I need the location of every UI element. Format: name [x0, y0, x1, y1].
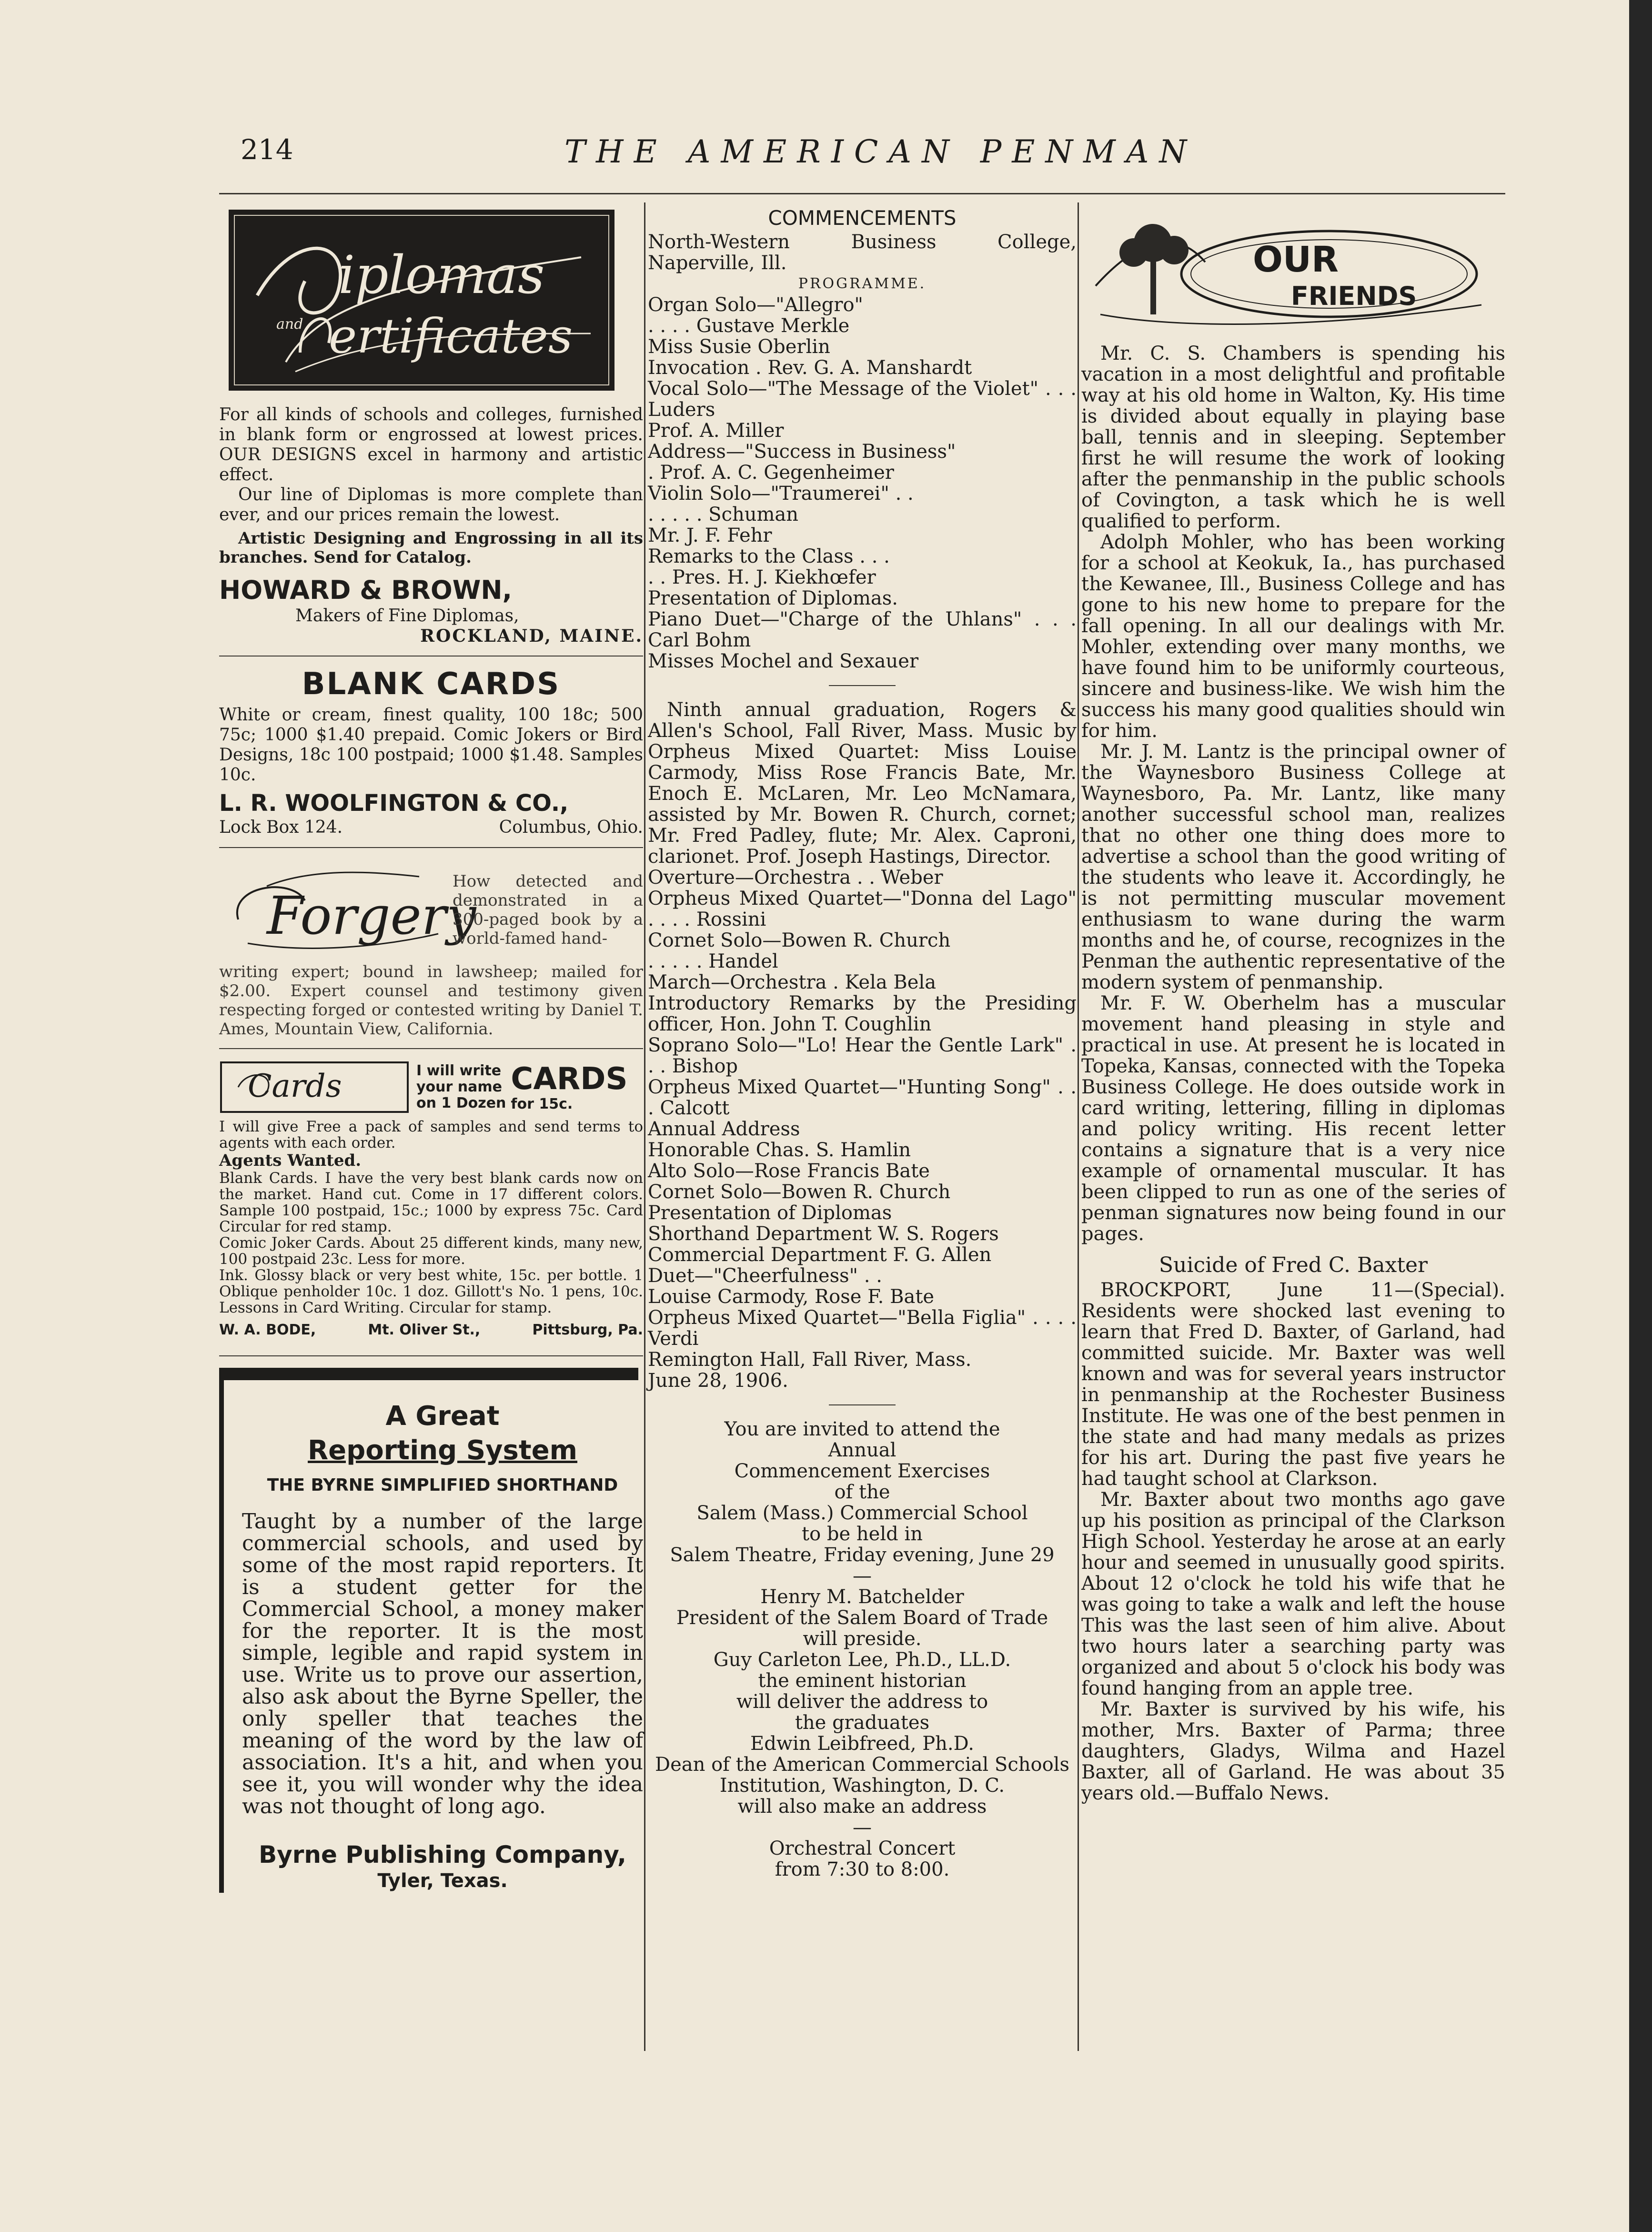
journal-title: THE AMERICAN PENMAN	[564, 133, 1198, 170]
column-divider-1	[644, 202, 645, 2051]
our-friends-logo	[1081, 210, 1505, 343]
forgery-text-b: writing expert; bound in lawsheep; mailed for $2.00. Expert counsel and testimony given respecting forged or contested writing by Daniel T. Ames, Mountain View, California.	[219, 962, 643, 1039]
blank-cards-address	[219, 818, 643, 838]
suicide-heading: Suicide of Fred C. Baxter	[1158, 1253, 1428, 1277]
program-line: June 28, 1906.	[648, 1370, 788, 1392]
section-divider	[829, 685, 896, 686]
svg-text:OUR: OUR	[1253, 239, 1339, 280]
invitation-line: to be held in	[802, 1523, 923, 1545]
cards-agents: Agents Wanted.	[219, 1151, 362, 1170]
forgery-advertisement	[219, 858, 643, 1039]
program-line: Mr. J. F. Fehr	[648, 525, 772, 546]
program-line: Cornet Solo—Bowen R. Church	[648, 929, 951, 951]
diplomas-makers: Makers of Fine Diplomas,	[295, 606, 519, 626]
invitation-line: will also make an address	[737, 1796, 987, 1818]
program-line: Invocation . Rev. G. A. Manshardt	[648, 357, 972, 379]
northwestern-program	[648, 294, 1077, 672]
program-line: Presentation of Diplomas	[648, 1202, 892, 1224]
column-divider-2	[1078, 202, 1079, 2051]
svg-text:iplomas: iplomas	[338, 244, 545, 305]
salem-invitation	[648, 1419, 1077, 1880]
program-line: Annual Address	[648, 1118, 800, 1140]
program-line: Piano Duet—"Charge of the Uhlans" . . . Carl Bohm	[648, 608, 1077, 651]
invitation-line: Edwin Leibfreed, Ph.D.	[750, 1733, 974, 1755]
forgery-text-a: How detected and demonstrated in a 300-paged book by a world-famed hand-	[453, 872, 643, 948]
program-line: Orpheus Mixed Quartet—"Donna del Lago" . . . . Rossini	[648, 888, 1077, 930]
program-line: Prof. A. Miller	[648, 420, 784, 442]
blank-cards-text: White or cream, finest quality, 100 18c; 500 75c; 1000 $1.40 prepaid. Comic Jokers or Bird Designs, 18c 100 postpaid; 1000 $1.48. Samples 10c.	[219, 705, 643, 785]
cards-signature	[219, 1322, 643, 1338]
program-line: March—Orchestra . Kela Bela	[648, 971, 937, 993]
page-number: 214	[241, 133, 293, 166]
cards-line-2: your name	[416, 1079, 502, 1095]
program-line: Presentation of Diplomas.	[648, 587, 898, 609]
northwestern-school: North-Western Business College, Naperville, Ill.	[648, 231, 1077, 274]
cards-ink: Ink. Glossy black or very best white, 15c. per bottle. 1 Oblique penholder 10c. 1 doz. Gillott's No. 1 pens, 10c. Lessons in Card Writing. Circular for stamp.	[219, 1267, 643, 1316]
invitation-line: will preside.	[803, 1628, 922, 1650]
program-line: Remarks to the Class . . .	[648, 545, 890, 567]
program-line: Remington Hall, Fall River, Mass.	[648, 1349, 972, 1371]
svg-text:FRIENDS: FRIENDS	[1291, 281, 1417, 311]
invitation-line: Salem (Mass.) Commercial School	[696, 1502, 1028, 1524]
forgery-logo-image	[219, 858, 476, 962]
invitation-line: Guy Carleton Lee, Ph.D., LL.D.	[713, 1649, 1011, 1671]
invitation-line: from 7:30 to 8:00.	[775, 1858, 950, 1880]
invitation-line: —	[853, 1817, 872, 1838]
rogers-allen-intro: Ninth annual graduation, Rogers & Allen's School, Fall River, Mass. Music by Orpheus Mixed Quartet: Miss Louise Carmody, Miss Rose Francis Bate, Mr. Enoch E. McLaren, Mr. Leo McNamara, assisted by Mr. Bowen R. Church, cornet; Mr. Fred Padley, flute; Mr. Alex. Caproni, clarionet. Prof. Joseph Hastings, Director.	[648, 699, 1077, 868]
invitation-line: Henry M. Batchelder	[760, 1586, 964, 1608]
cards-price: for 15c.	[511, 1095, 573, 1112]
our-friends-logo-image	[1081, 210, 1501, 333]
invitation-line: the graduates	[795, 1712, 930, 1734]
program-line: Overture—Orchestra . . Weber	[648, 867, 943, 889]
header-rule	[219, 193, 1505, 194]
friend-paragraph: Mr. F. W. Oberhelm has a muscular movement hand pleasing in style and practical in use. At present he is located in Topeka, Kansas, connected with the Topeka Business College. He does outside work in card writing, lettering, filling in diplomas and policy writing. His recent letter contains a signature that is a very nice example of ornamental muscular. It has been clipped to run as one of the series of penman signatures now being found in our pages.	[1081, 992, 1505, 1245]
program-line: Louise Carmody, Rose F. Bate	[648, 1286, 935, 1308]
article-paragraph: Mr. Baxter about two months ago gave up his position as principal of the Clarkson High School. Yesterday he arose at an early hour and seemed in unusually good spirits. About 12 o'clock he told his wife that he was going to take a walk and left the house This was the last seen of him alive. About two hours later a searching party was organized and about 5 o'clock his body was found hanging from an apple tree.	[1081, 1489, 1505, 1699]
our-friends-items	[1081, 343, 1505, 1244]
program-line: Orpheus Mixed Quartet—"Hunting Song" . . . Calcott	[648, 1076, 1077, 1119]
program-line: . . . . Gustave Merkle	[648, 315, 850, 337]
friend-paragraph: Mr. C. S. Chambers is spending his vacation in a most delightful and profitable way at his old home in Walton, Ky. His time is divided about equally in playing base ball, tennis and in sleeping. September first he will resume the work of looking after the penmanship in the public schools of Covington, a task which he is well qualified to perform.	[1081, 343, 1505, 532]
cards-offer: I will give Free a pack of samples and send terms to agents with each order.	[219, 1118, 643, 1151]
cards-comic: Comic Joker Cards. About 25 different kinds, many new, 100 postpaid 23c. Less for more.	[219, 1234, 643, 1268]
cards-price-block	[511, 1062, 627, 1112]
blank-cards-heading: BLANK CARDS	[302, 667, 561, 702]
cards-blank: Blank Cards. I have the very best blank cards now on the market. Hand cut. Come in 17 different colors. Sample 100 postpaid, 15c.; 1000 by express 75c. Card Circular for red stamp.	[219, 1170, 643, 1235]
diplomas-logo-image	[229, 210, 614, 391]
program-line: Miss Susie Oberlin	[648, 336, 830, 358]
svg-text:Cards: Cards	[248, 1068, 342, 1104]
cards-offer-lines	[416, 1063, 506, 1111]
program-line: Commercial Department F. G. Allen	[648, 1244, 992, 1266]
invitation-line: Orchestral Concert	[769, 1838, 956, 1859]
invitation-line: Dean of the American Commercial Schools Institution, Washington, D. C.	[655, 1754, 1069, 1797]
separator	[219, 1355, 643, 1356]
programme-label: PROGRAMME.	[798, 275, 927, 292]
commencements-heading: COMMENCEMENTS	[768, 206, 957, 230]
invitation-line: Salem Theatre, Friday evening, June 29	[670, 1544, 1055, 1566]
cards-logo-image	[219, 1059, 410, 1116]
byrne-city: Tyler, Texas.	[377, 1870, 508, 1892]
blank-cards-city: Columbus, Ohio.	[499, 818, 643, 837]
diplomas-text-2: Our line of Diplomas is more complete than ever, and our prices remain the lowest.	[219, 485, 643, 525]
program-line: Address—"Success in Business"	[648, 441, 956, 463]
svg-text:ertificates: ertificates	[329, 308, 573, 364]
diplomas-firm: HOWARD & BROWN,	[219, 575, 513, 605]
svg-text:and: and	[276, 316, 303, 333]
cards-city: Pittsburg, Pa.	[532, 1322, 643, 1338]
invitation-line: —	[853, 1565, 872, 1587]
blank-cards-box: Lock Box 124.	[219, 818, 343, 837]
blank-cards-firm: L. R. WOOLFINGTON & CO.,	[219, 790, 569, 817]
diplomas-text-1: For all kinds of schools and colleges, furnished in blank form or engrossed at lowest prices. OUR DESIGNS excel in harmony and artistic effect.	[219, 405, 643, 485]
program-line: Orpheus Mixed Quartet—"Bella Figlia" . . . . Verdi	[648, 1307, 1077, 1350]
svg-text:Forgery: Forgery	[267, 885, 476, 946]
invitation-line: You are invited to attend the	[724, 1418, 1000, 1440]
program-line: . Prof. A. C. Gegenheimer	[648, 462, 894, 484]
byrne-subheading: THE BYRNE SIMPLIFIED SHORTHAND	[267, 1475, 618, 1495]
advertisement-column	[219, 205, 643, 1893]
invitation-line: will deliver the address to	[736, 1691, 988, 1713]
cards-line-1: I will write	[416, 1062, 502, 1079]
page-header	[241, 133, 1505, 186]
diplomas-advertisement	[219, 210, 643, 646]
invitation-line: Commencement Exercises	[734, 1460, 990, 1482]
program-line: Introductory Remarks by the Presiding officer, Hon. John T. Coughlin	[648, 992, 1077, 1035]
program-line: . . . . . Handel	[648, 950, 778, 972]
forgery-top	[219, 858, 643, 962]
program-line: . . Pres. H. J. Kiekhœfer	[648, 566, 876, 588]
byrne-heading-1: A Great	[385, 1401, 500, 1432]
cards-street: Mt. Oliver St.,	[368, 1322, 481, 1338]
diplomas-text-3: Artistic Designing and Engrossing in all its branches. Send for Catalog.	[219, 529, 643, 567]
separator	[219, 847, 643, 848]
program-line: Vocal Solo—"The Message of the Violet" . . . Luders	[648, 378, 1077, 421]
commencements-column	[648, 205, 1077, 1880]
cards-advertisement	[219, 1059, 643, 1338]
program-line: . . . . . Schuman	[648, 504, 799, 525]
cards-big: CARDS	[511, 1061, 628, 1097]
program-line: Misses Mochel and Sexauer	[648, 650, 919, 672]
program-line: Organ Solo—"Allegro"	[648, 294, 863, 316]
cards-top	[219, 1059, 643, 1116]
friend-paragraph: Adolph Mohler, who has been working for a school at Keokuk, Ia., has purchased the Kewanee, Ill., Business College and has gone to his new home to prepare for the fall opening. In all our dealings with Mr. Mohler, extending over many months, we have found him to be uniformly courteous, sincere and business-like. We wish him the success his many good qualities should win for him.	[1081, 531, 1505, 742]
cards-name: W. A. BODE,	[219, 1322, 316, 1338]
program-line: Duet—"Cheerfulness" . .	[648, 1265, 882, 1287]
invitation-line: President of the Salem Board of Trade	[676, 1607, 1048, 1629]
invitation-line: the eminent historian	[758, 1670, 967, 1692]
rogers-allen-program	[648, 867, 1077, 1391]
article-paragraph: BROCKPORT, June 11—(Special). Residents were shocked last evening to learn that Fred D. Baxter, of Garland, had committed suicide. Mr. Baxter was well known and was for several years instructor in penmanship at the Rochester Business Institute. He was one of the best penmen in the state and had many medals as prizes for his art. During the past five years he had taught school at Clarkson.	[1081, 1279, 1505, 1490]
article-paragraph: Mr. Baxter is survived by his wife, his mother, Mrs. Baxter of Parma; three daughters, Gladys, Wilma and Hazel Baxter, all of Garland. He was about 35 years old.—Buffalo News.	[1081, 1698, 1505, 1804]
program-line: Shorthand Department W. S. Rogers	[648, 1223, 999, 1245]
our-friends-column	[1081, 205, 1505, 1804]
invitation-line: of the	[834, 1481, 890, 1503]
section-divider	[829, 1404, 896, 1405]
byrne-company: Byrne Publishing Company,	[259, 1841, 626, 1868]
friend-paragraph: Mr. J. M. Lantz is the principal owner of the Waynesboro Business College at Waynesboro, Pa. Mr. Lantz, like many another successful school man, realizes that no other one thing does more to advertise a school than the good writing of the students who leave it. Accordingly, he is not permitting muscular movement enthusiasm to wane during the warm months and he, of course, recognizes in the Penman the authentic representative of the modern system of penmanship.	[1081, 741, 1505, 993]
byrne-heading-2: Reporting System	[308, 1435, 577, 1466]
program-line: Honorable Chas. S. Hamlin	[648, 1139, 911, 1161]
diplomas-location: ROCKLAND, MAINE.	[420, 626, 643, 646]
byrne-advertisement	[219, 1368, 643, 1893]
invitation-line: Annual	[828, 1439, 897, 1461]
program-line: Violin Solo—"Traumerei" . .	[648, 483, 914, 505]
program-line: Soprano Solo—"Lo! Hear the Gentle Lark" . . . Bishop	[648, 1034, 1077, 1077]
page-edge-shadow	[1629, 0, 1652, 2232]
byrne-body: Taught by a number of the large commercial schools, and used by some of the most rapid reporters. It is a student getter for the Commercial School, a money maker for the reporter. It is the most simple, legible and rapid system in use. Write us to prove our assertion, also ask about the Byrne Speller, the only speller that teaches the meaning of the word by the law of association. It's a hit, and when you see it, you will wonder why the idea was not thought of long ago.	[242, 1509, 643, 1818]
program-line: Alto Solo—Rose Francis Bate	[648, 1160, 930, 1182]
suicide-article	[1081, 1280, 1505, 1804]
cards-line-3: on 1 Dozen	[416, 1095, 506, 1111]
separator	[219, 1048, 643, 1049]
diplomas-logo	[229, 210, 614, 391]
blank-cards-advertisement	[219, 666, 643, 838]
program-line: Cornet Solo—Bowen R. Church	[648, 1181, 951, 1203]
byrne-top-bar	[219, 1368, 638, 1380]
